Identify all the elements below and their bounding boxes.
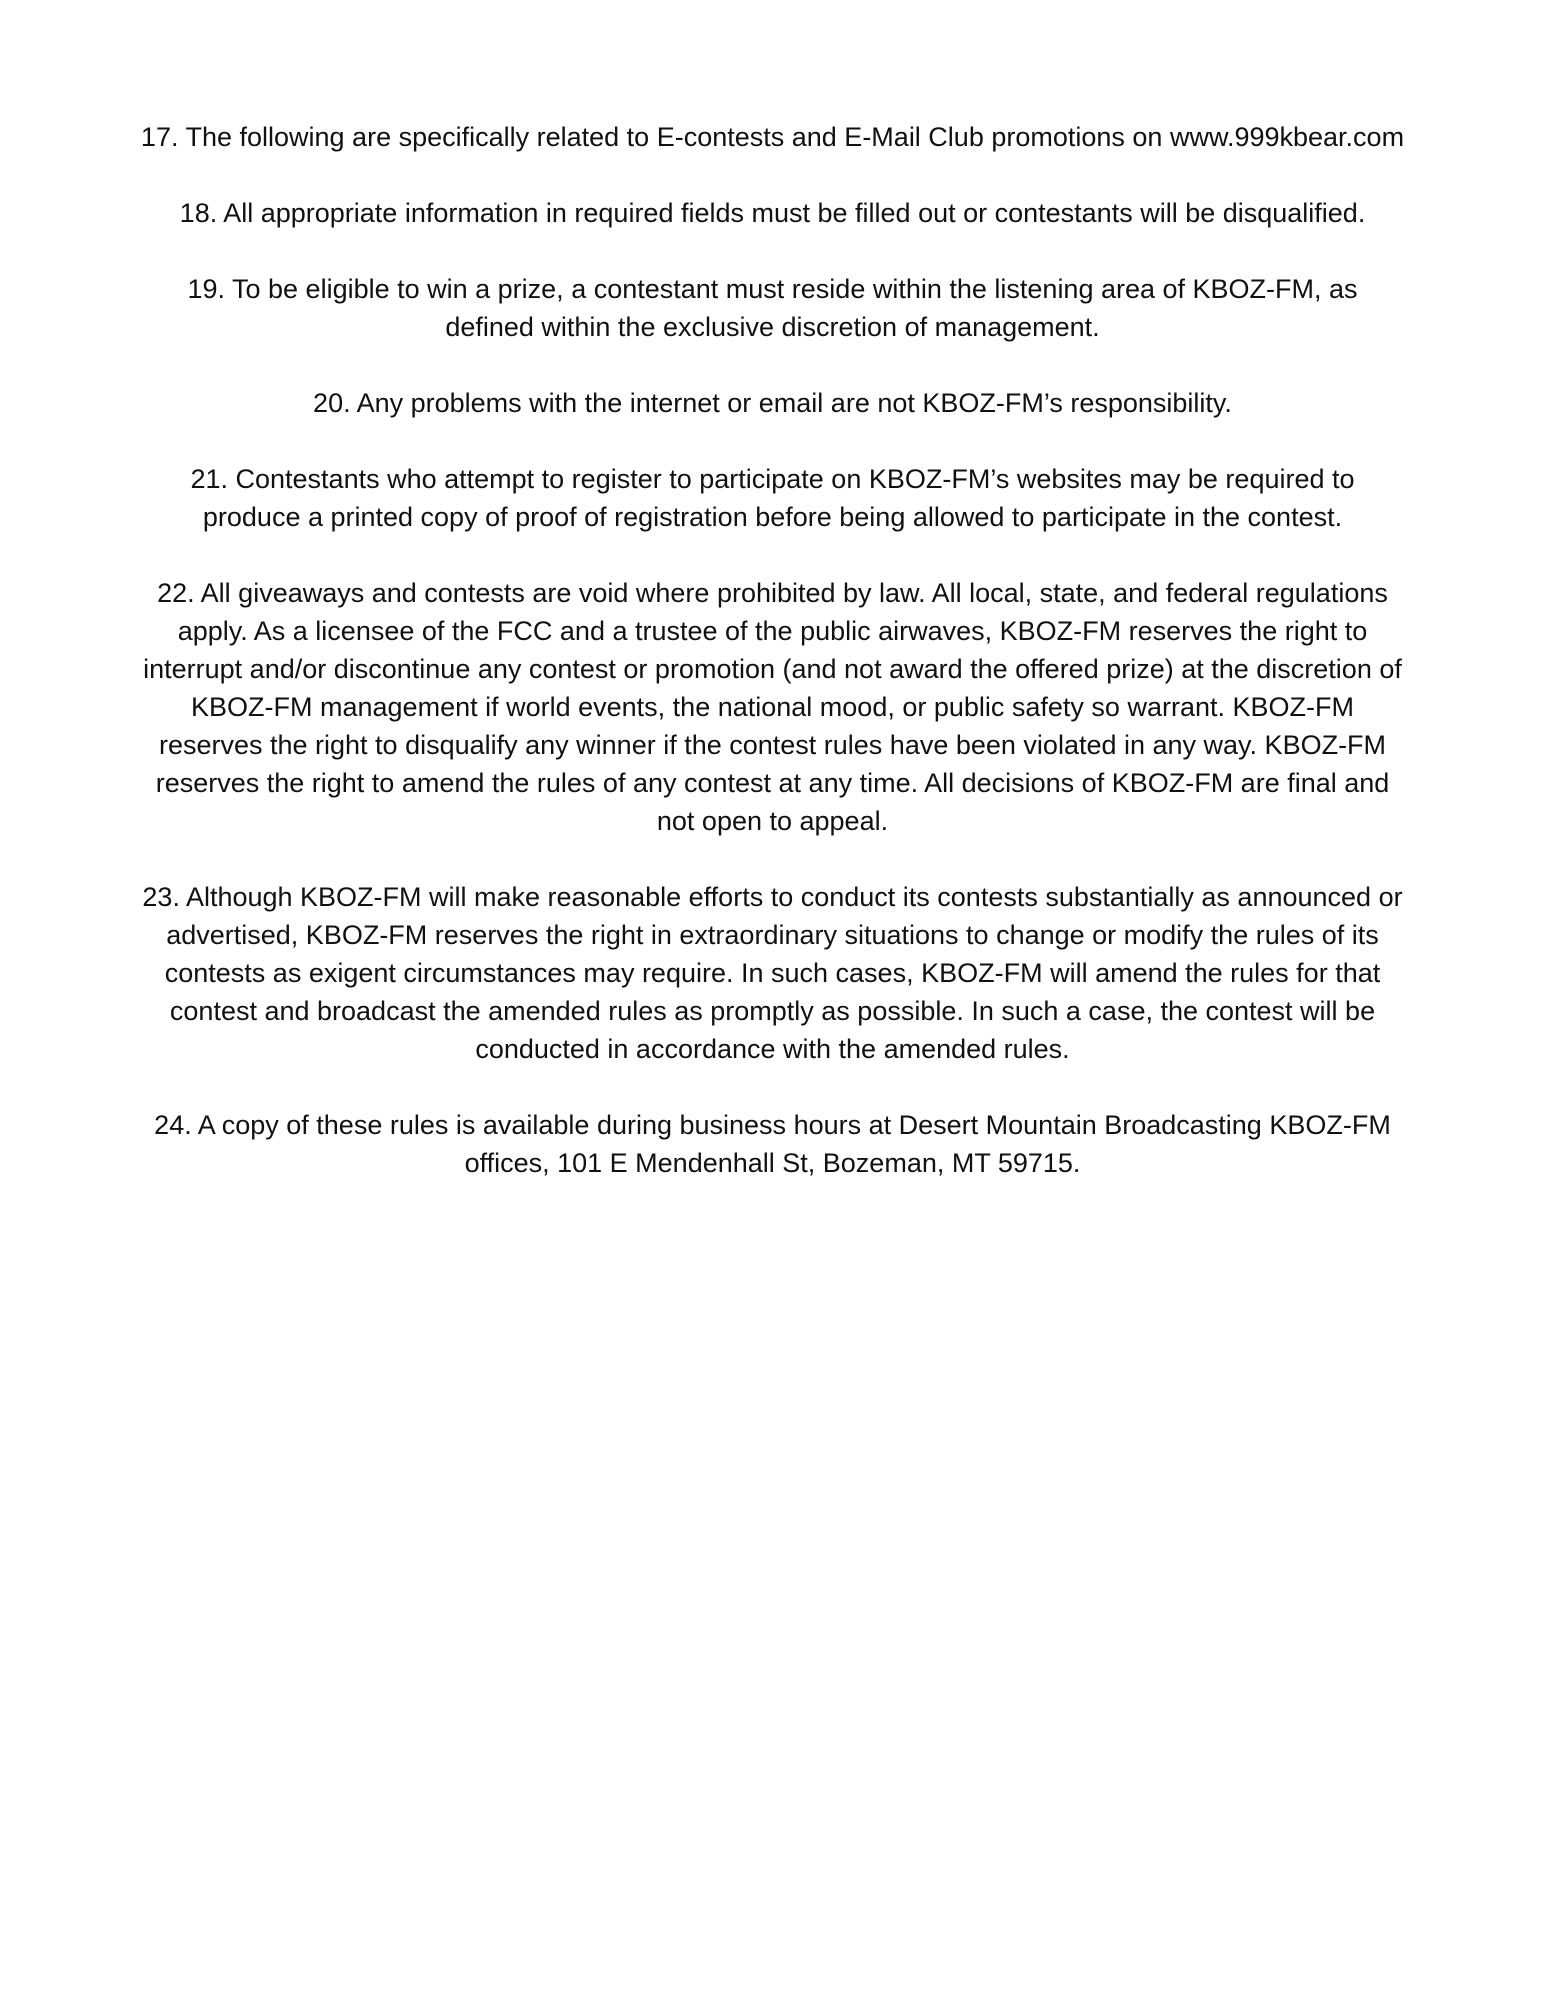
rule-22: 22. All giveaways and contests are void where prohibited by law. All local, state, and federal regulations apply. As a licensee of the FCC and a trustee of the public airwaves, KBOZ-FM reserves the right to interrupt and/or discontinue any contest or promotion (and not award the offered prize) at the discretion of KBOZ-FM management if world events, the national mood, or public safety so warrant. KBOZ-FM reserves the right to disqualify any winner if the contest rules have been violated in any way. KBOZ-FM reserves the right to amend the rules of any contest at any time. All decisions of KBOZ-FM are final and not open to appeal. — [143, 578, 1402, 836]
rule-23: 23. Although KBOZ-FM will make reasonable efforts to conduct its contests substantially as announced or advertised, KBOZ-FM reserves the right in extraordinary situations to change or modify the rules of its contests as exigent circumstances may require. In such cases, KBOZ-FM will amend the rules for that contest and broadcast the amended rules as promptly as possible. In such a case, the contest will be conducted in accordance with the amended rules. — [142, 882, 1403, 1064]
rule-19: 19. To be eligible to win a prize, a contestant must reside within the listening area of KBOZ-FM, as defined within the exclusive discretion of management. — [187, 274, 1358, 342]
rule-20: 20. Any problems with the internet or email are not KBOZ-FM’s responsibility. — [313, 388, 1232, 418]
rule-24: 24. A copy of these rules is available during business hours at Desert Mountain Broadcasting KBOZ-FM offices, 101 E Mendenhall St, Bozeman, MT 59715. — [154, 1110, 1391, 1178]
rule-21: 21. Contestants who attempt to register to participate on KBOZ-FM’s websites may be required to produce a printed copy of proof of registration before being allowed to participate in the contest. — [190, 464, 1355, 532]
contest-rules-text — [140, 118, 1405, 1220]
rule-18: 18. All appropriate information in required fields must be filled out or contestants will be disqualified. — [179, 198, 1366, 228]
rule-17: 17. The following are specifically related to E-contests and E-Mail Club promotions on www.999kbear.com — [140, 122, 1405, 152]
